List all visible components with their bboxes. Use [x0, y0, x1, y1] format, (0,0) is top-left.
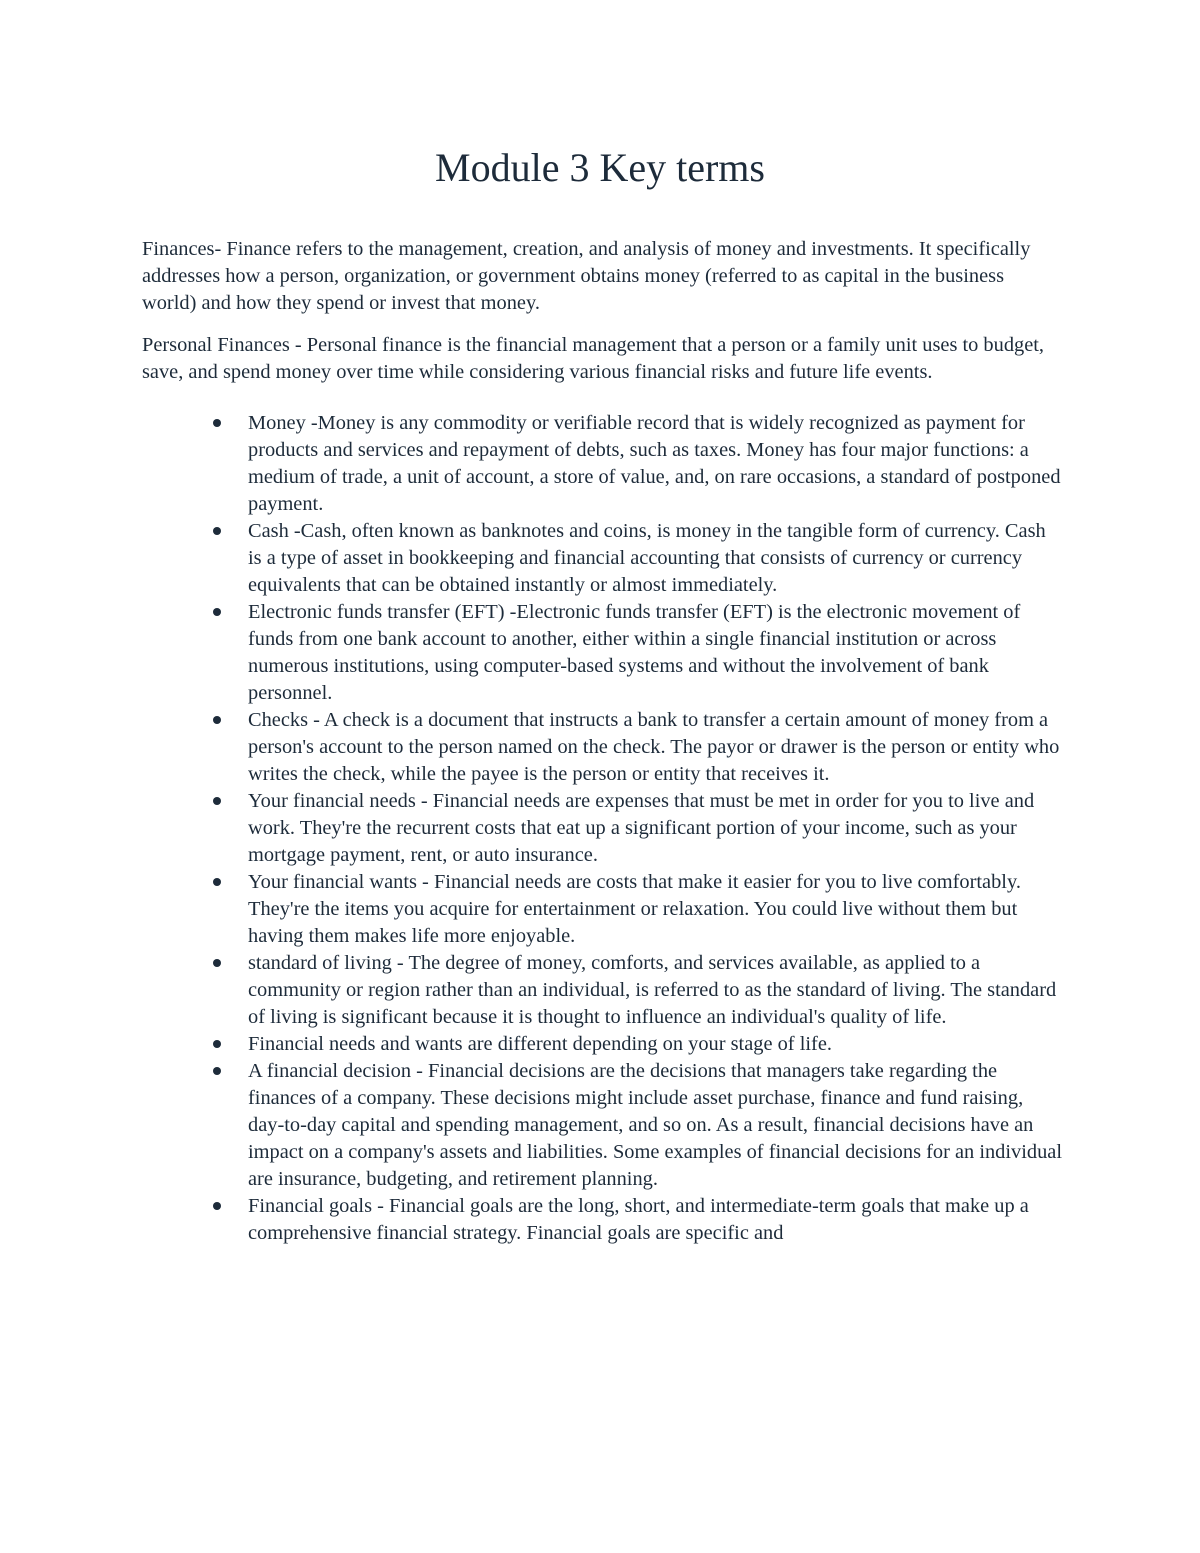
list-item-checks: [142, 707, 1062, 788]
paragraph-personal-finances: Personal Finances - Personal finance is the financial management that a person or a family unit uses to budget, save, and spend money over time while considering various financial risks and future life events.: [142, 334, 1045, 383]
list-item-cash: [142, 518, 1062, 599]
list-item-text: Your financial needs - Financial needs are expenses that must be met in order for you to live and work. They're the recurrent costs that eat up a significant portion of your income, such as your mortgage payment, rent, or auto insurance.: [248, 790, 1035, 866]
bullet-icon: [213, 716, 221, 724]
list-item-text: Cash -Cash, often known as banknotes and coins, is money in the tangible form of currency. Cash is a type of asset in bookkeeping and financial accounting that consists of currency or currency equivalents that can be obtained instantly or almost immediately.: [248, 520, 1046, 596]
list-item-financial-goals: [142, 1193, 1062, 1247]
list-item-standard-of-living: [142, 950, 1062, 1031]
page-title: Module 3 Key terms: [435, 145, 765, 190]
bullet-icon: [213, 527, 221, 535]
bullet-icon: [213, 419, 221, 427]
list-item-text: Your financial wants - Financial needs are costs that make it easier for you to live comfortably. They're the items you acquire for entertainment or relaxation. You could live without them but having them makes life more enjoyable.: [248, 871, 1021, 947]
key-terms-list: [142, 410, 1062, 1247]
list-item-text: standard of living - The degree of money, comforts, and services available, as applied to a community or region rather than an individual, is referred to as the standard of living. The standard of living is significant because it is thought to influence an individual's quality of life.: [248, 952, 1057, 1028]
bullet-icon: [213, 959, 221, 967]
bullet-icon: [213, 1202, 221, 1210]
list-item-financial-wants: [142, 869, 1062, 950]
list-item-text: Electronic funds transfer (EFT) -Electronic funds transfer (EFT) is the electronic movement of funds from one bank account to another, either within a single financial institution or across numerous institutions, using computer-based systems and without the involvement of bank personnel.: [248, 601, 1021, 704]
list-item-text: Financial goals - Financial goals are the long, short, and intermediate-term goals that make up a comprehensive financial strategy. Financial goals are specific and: [248, 1195, 1029, 1244]
document-body: [142, 236, 1062, 1247]
bullet-icon: [213, 608, 221, 616]
list-item-text: A financial decision - Financial decisions are the decisions that managers take regarding the finances of a company. These decisions might include asset purchase, finance and fund raising, day-to-day capital and spending management, and so on. As a result, financial decisions have an impact on a company's assets and liabilities. Some examples of financial decisions for an individual are insurance, budgeting, and retirement planning.: [248, 1060, 1063, 1190]
list-item-financial-needs: [142, 788, 1062, 869]
bullet-icon: [213, 1067, 221, 1075]
bullet-icon: [213, 1040, 221, 1048]
list-item-text: Financial needs and wants are different depending on your stage of life.: [248, 1033, 832, 1055]
paragraph-finances: Finances- Finance refers to the management, creation, and analysis of money and investments. It specifically addresses how a person, organization, or government obtains money (referred to as capital in the business world) and how they spend or invest that money.: [142, 238, 1031, 314]
list-item-eft: [142, 599, 1062, 707]
bullet-icon: [213, 878, 221, 886]
list-item-text: Checks - A check is a document that instructs a bank to transfer a certain amount of money from a person's account to the person named on the check. The payor or drawer is the person or entity who writes the check, while the payee is the person or entity that receives it.: [248, 709, 1060, 785]
list-item-needs-wants-stage: [142, 1031, 1062, 1058]
bullet-icon: [213, 797, 221, 805]
list-item-financial-decision: [142, 1058, 1062, 1193]
list-item-text: Money -Money is any commodity or verifiable record that is widely recognized as payment for products and services and repayment of debts, such as taxes. Money has four major functions: a medium of trade, a unit of account, a store of value, and, on rare occasions, a standard of postponed payment.: [248, 412, 1061, 515]
list-item-money: [142, 410, 1062, 518]
